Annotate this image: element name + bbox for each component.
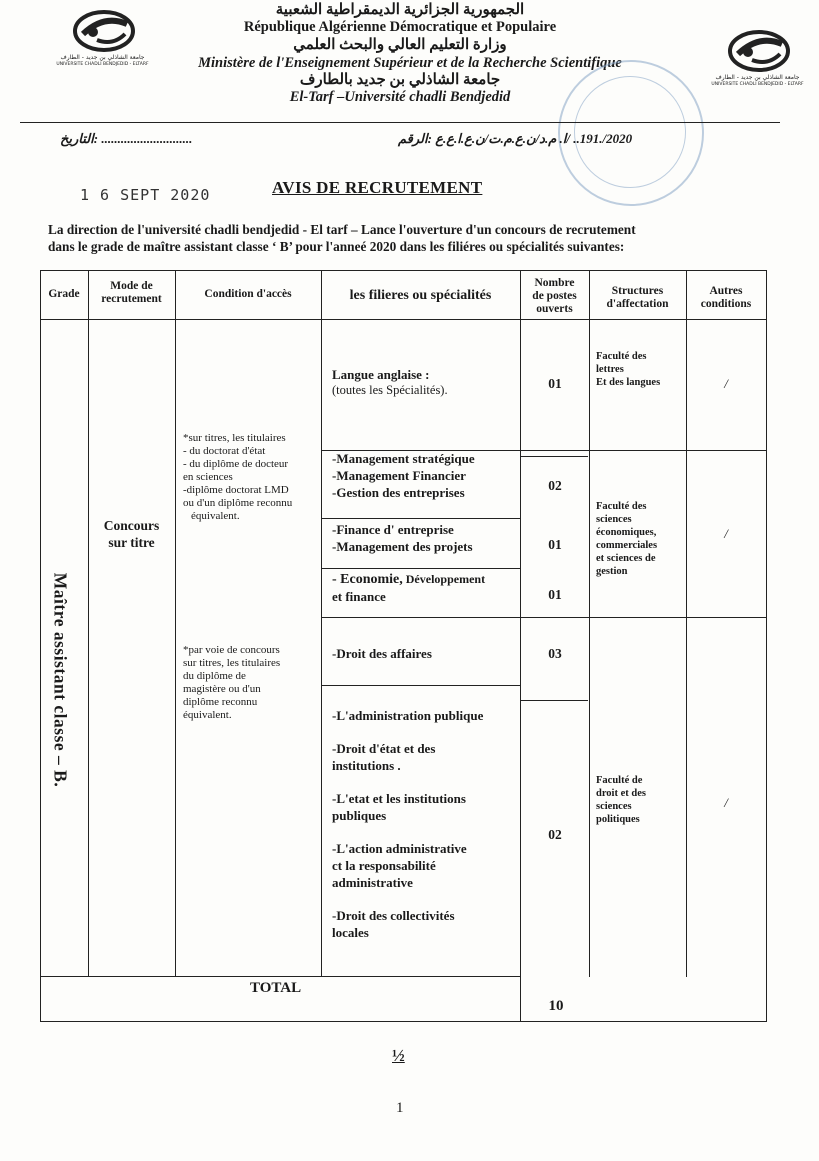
total-value: 10 [548,998,564,1014]
filiere-management: -Management stratégique -Management Financier -Gestion des entreprises [332,451,475,500]
header-divider [20,122,780,123]
university-emblem-icon [73,10,135,52]
grade-value: Maître assistant classe – B. [50,572,71,788]
header-arabic-republic: الجمهورية الجزائرية الديمقراطية الشعبية [275,2,525,18]
structure-lettres: Faculté des lettres Et des langues [596,351,661,388]
header-autres: Autres conditions [700,285,752,310]
logo-caption: UNIVERSITE CHADLI BENDJEDID - ELTARF [711,82,804,87]
header-arabic-ministry: وزارة التعليم العالي والبحث العلمي [293,37,507,53]
condition-doctorat: *sur titres, les titulaires - du doctorat d'état - du diplôme de docteur en sciences -diplôme doctorat LMD ou d'un diplôme reconnu équivalent. [183,432,293,522]
date-field: ............................ :التاريخ [60,131,193,146]
header-mode: Mode de recrutement [101,280,162,305]
header-ministry: Ministère de l'Enseignement Supérieur et de la Recherche Scientifique [198,55,622,71]
table-border-right [766,270,767,1022]
postes-finance: 01 [548,537,562,552]
header-university: El-Tarf –Université chadli Bendjedid [289,89,511,105]
logo-arabic-caption: جامعة الشاذلي بن جديد - الطارف [715,74,800,81]
header-grade: Grade [48,288,80,300]
page-fraction: ½ [392,1046,405,1065]
total-label: TOTAL [250,980,302,996]
university-logo-left [55,10,150,70]
university-logo-right [710,30,805,90]
table-border-left [40,270,41,1022]
autres-economie: / [724,526,728,541]
table-header-bottom [40,319,767,320]
postes-droit-affaires: 03 [548,646,562,661]
filiere-droit-public: -L'administration publique -Droit d'état et des institutions . -L'etat et les institutions publiques -L'action administrative ct la responsabilité administrative -Droit des collectivités locales [332,708,484,940]
university-emblem-icon [728,30,790,72]
autres-droit: / [724,795,728,810]
intro-line-2: dans le grade de maître assistant classe ‘ B’ pour l'anneé 2020 dans les filiéres ou spécialités suivantes: [48,239,625,254]
table-border-top [40,270,767,271]
header-condition: Condition d'accès [204,288,292,300]
intro-line-1: La direction de l'université chadli bendjedid - El tarf – Lance l'ouverture d'un concours de recrutement [48,222,636,237]
condition-magistere: *par voie de concours sur titres, les titulaires du diplôme de magistère ou d'un diplôme reconnu équivalent. [183,644,281,721]
structure-droit: Faculté de droit et des sciences politiques [596,775,646,825]
postes-droit-public: 02 [548,827,562,842]
autres-lettres: / [724,376,728,391]
date-stamp: 1 6 SEPT 2020 [80,186,211,204]
postes-management: 02 [548,478,562,493]
header-filieres: les filieres ou spécialités [349,288,492,303]
header-arabic-university: جامعة الشاذلي بن جديد بالطارف [299,72,501,88]
postes-economie: 01 [548,587,562,602]
logo-caption: UNIVERSITE CHADLI BENDJEDID - ELTARF [56,62,149,67]
filiere-economie: - Economie, Développement et finance [332,572,486,604]
postes-langue-anglaise: 01 [548,376,562,391]
header-republic: République Algérienne Démocratique et Populaire [243,19,557,35]
table-border-bottom [40,1021,767,1022]
filiere-langue-anglaise: Langue anglaise : (toutes les Spécialités). [332,367,448,397]
structure-economie: Faculté des sciences économiques, commerciales et sciences de gestion [596,501,658,577]
mode-value: Concours sur titre [103,518,160,550]
filiere-droit-affaires: -Droit des affaires [332,646,432,661]
page-number: 1 [396,1100,404,1116]
header-postes: Nombre de postes ouverts [532,277,577,315]
reference-number: 2020/.191.. /ا. م.د/ن.ع.م.ت/ن.ع.ا.ع.ع :الرقم [398,131,633,146]
filiere-finance: -Finance d' entreprise -Management des projets [332,522,473,554]
header-structures: Structures d'affectation [606,285,669,310]
page-title: AVIS DE RECRUTEMENT [272,178,483,197]
logo-arabic-caption: جامعة الشاذلي بن جديد - الطارف [60,54,145,61]
total-row-top [40,976,521,977]
